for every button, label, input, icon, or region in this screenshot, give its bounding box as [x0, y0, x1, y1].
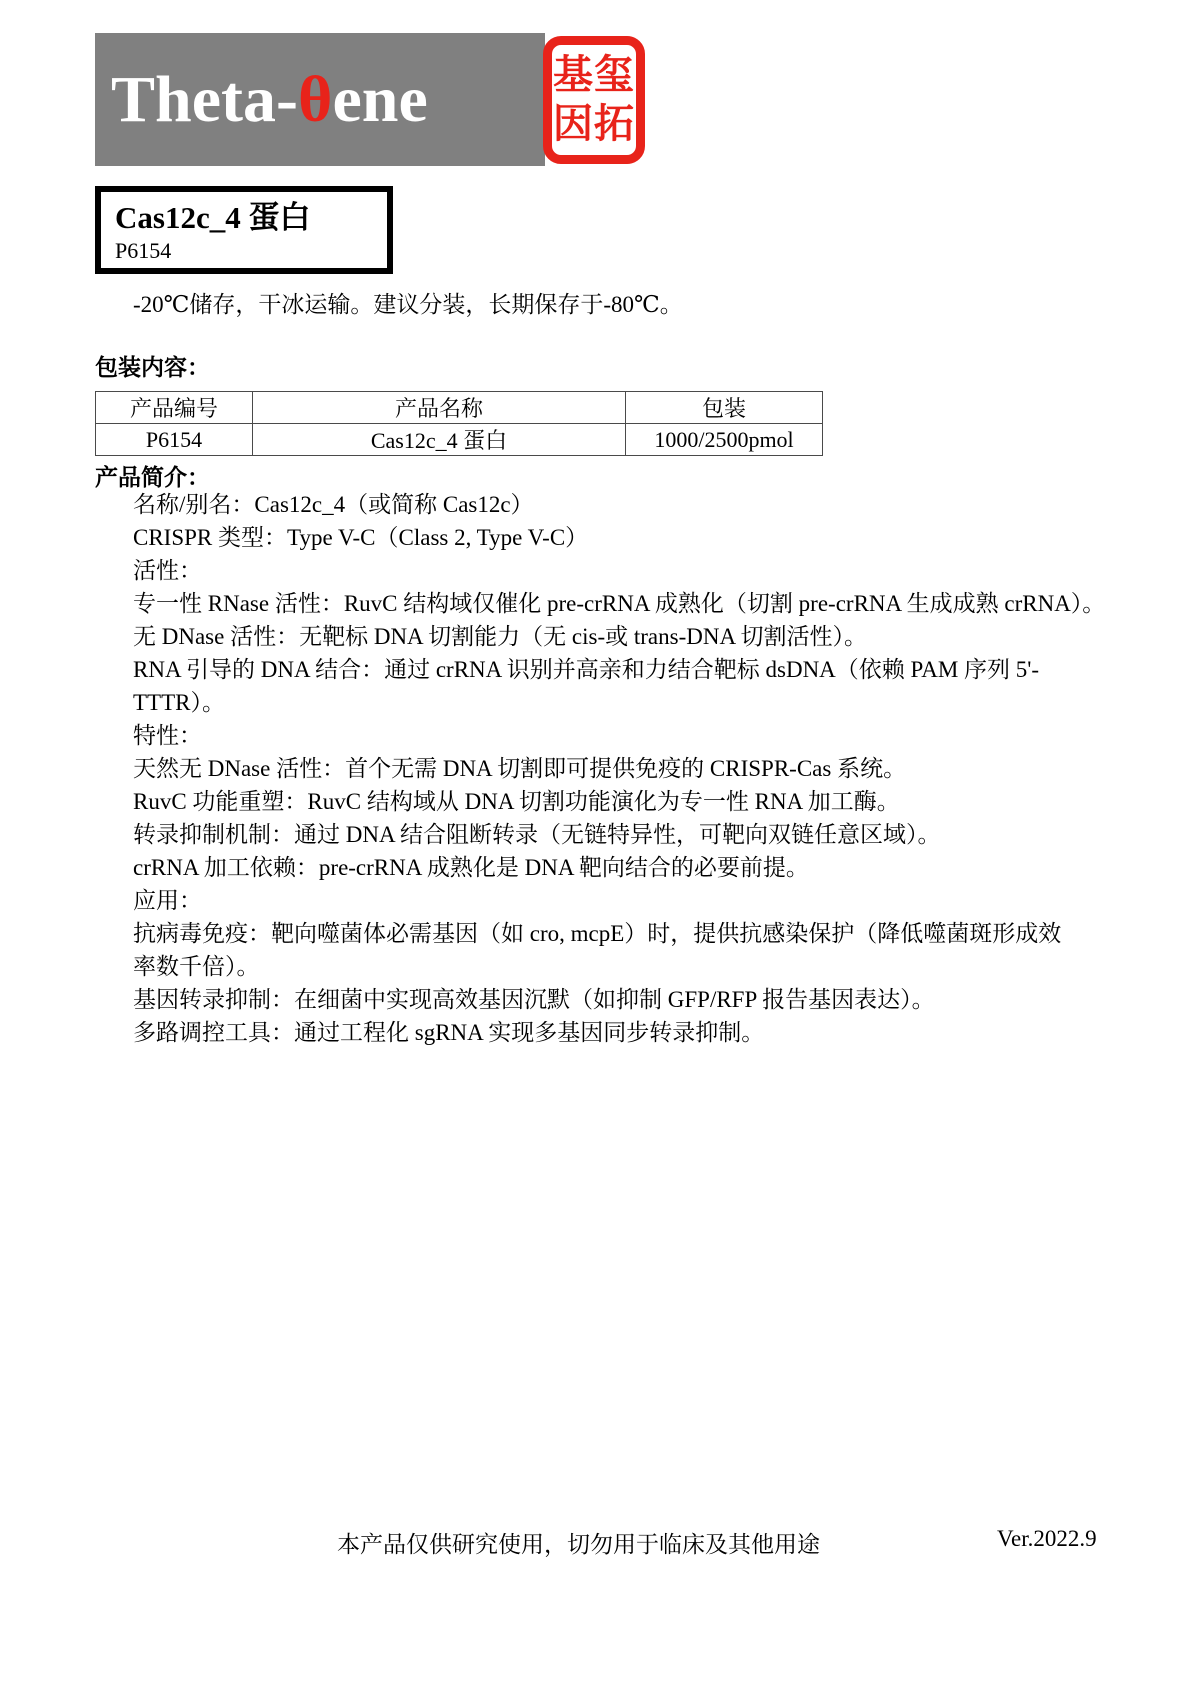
company-seal-stamp [543, 36, 645, 164]
intro-line: 多路调控工具：通过工程化 sgRNA 实现多基因同步转录抑制。 [133, 1020, 765, 1045]
product-title: Cas12c_4 蛋白 [115, 200, 311, 235]
logo-text-post: ene [332, 62, 428, 136]
intro-line: 应用： [133, 888, 202, 913]
intro-line: 基因转录抑制：在细菌中实现高效基因沉默（如抑制 GFP/RFP 报告基因表达）。 [133, 987, 935, 1012]
intro-heading: 产品简介： [95, 465, 210, 490]
packaging-table [95, 391, 823, 456]
storage-note: -20℃储存，干冰运输。建议分装，长期保存于-80℃。 [133, 292, 683, 317]
logo-theta-glyph: θ [297, 62, 333, 136]
intro-line: TTTR）。 [133, 690, 225, 715]
header-product-name: 产品名称 [253, 392, 626, 424]
intro-body [133, 488, 1123, 1049]
cell-package: 1000/2500pmol [626, 424, 823, 456]
footer-disclaimer: 本产品仅供研究使用，切勿用于临床及其他用途 [337, 1532, 820, 1557]
packaging-table-header-row [96, 392, 823, 424]
intro-line: 特性： [133, 723, 202, 748]
intro-line: 名称/别名：Cas12c_4（或简称 Cas12c） [133, 492, 534, 517]
cell-product-name: Cas12c_4 蛋白 [253, 424, 626, 456]
seal-row-2: 因拓 [553, 101, 635, 146]
table-row [96, 424, 823, 456]
intro-line: 率数千倍）。 [133, 954, 260, 979]
header-product-code: 产品编号 [96, 392, 253, 424]
company-logo-text [95, 62, 428, 136]
intro-line: 活性： [133, 558, 202, 583]
company-logo [95, 33, 545, 166]
intro-line: CRISPR 类型：Type V-C（Class 2, Type V-C） [133, 525, 589, 550]
intro-line: 转录抑制机制：通过 DNA 结合阻断转录（无链特异性，可靶向双链任意区域）。 [133, 822, 941, 847]
cell-product-code: P6154 [96, 424, 253, 456]
intro-line: 抗病毒免疫：靶向噬菌体必需基因（如 cro, mcpE）时，提供抗感染保护（降低噬菌斑形成效 [133, 921, 1062, 946]
product-title-box [95, 186, 393, 274]
catalog-number: P6154 [115, 237, 172, 263]
header-package: 包装 [626, 392, 823, 424]
footer-version: Ver.2022.9 [997, 1526, 1097, 1551]
seal-row-1: 基玺 [553, 52, 635, 98]
intro-line: RNA 引导的 DNA 结合：通过 crRNA 识别并高亲和力结合靶标 dsDNA（依赖 PAM 序列 5'- [133, 657, 1040, 682]
intro-line: crRNA 加工依赖：pre-crRNA 成熟化是 DNA 靶向结合的必要前提。 [133, 855, 809, 880]
intro-line: 专一性 RNase 活性：RuvC 结构域仅催化 pre-crRNA 成熟化（切割 pre-crRNA 生成成熟 crRNA）。 [133, 591, 1106, 616]
intro-line: 无 DNase 活性：无靶标 DNA 切割能力（无 cis-或 trans-DNA 切割活性）。 [133, 624, 868, 649]
packaging-heading: 包装内容： [95, 355, 210, 380]
logo-text-pre: Theta- [111, 62, 298, 136]
intro-line: RuvC 功能重塑：RuvC 结构域从 DNA 切割功能演化为专一性 RNA 加工酶。 [133, 789, 900, 814]
intro-line: 天然无 DNase 活性：首个无需 DNA 切割即可提供免疫的 CRISPR-Cas 系统。 [133, 756, 907, 781]
